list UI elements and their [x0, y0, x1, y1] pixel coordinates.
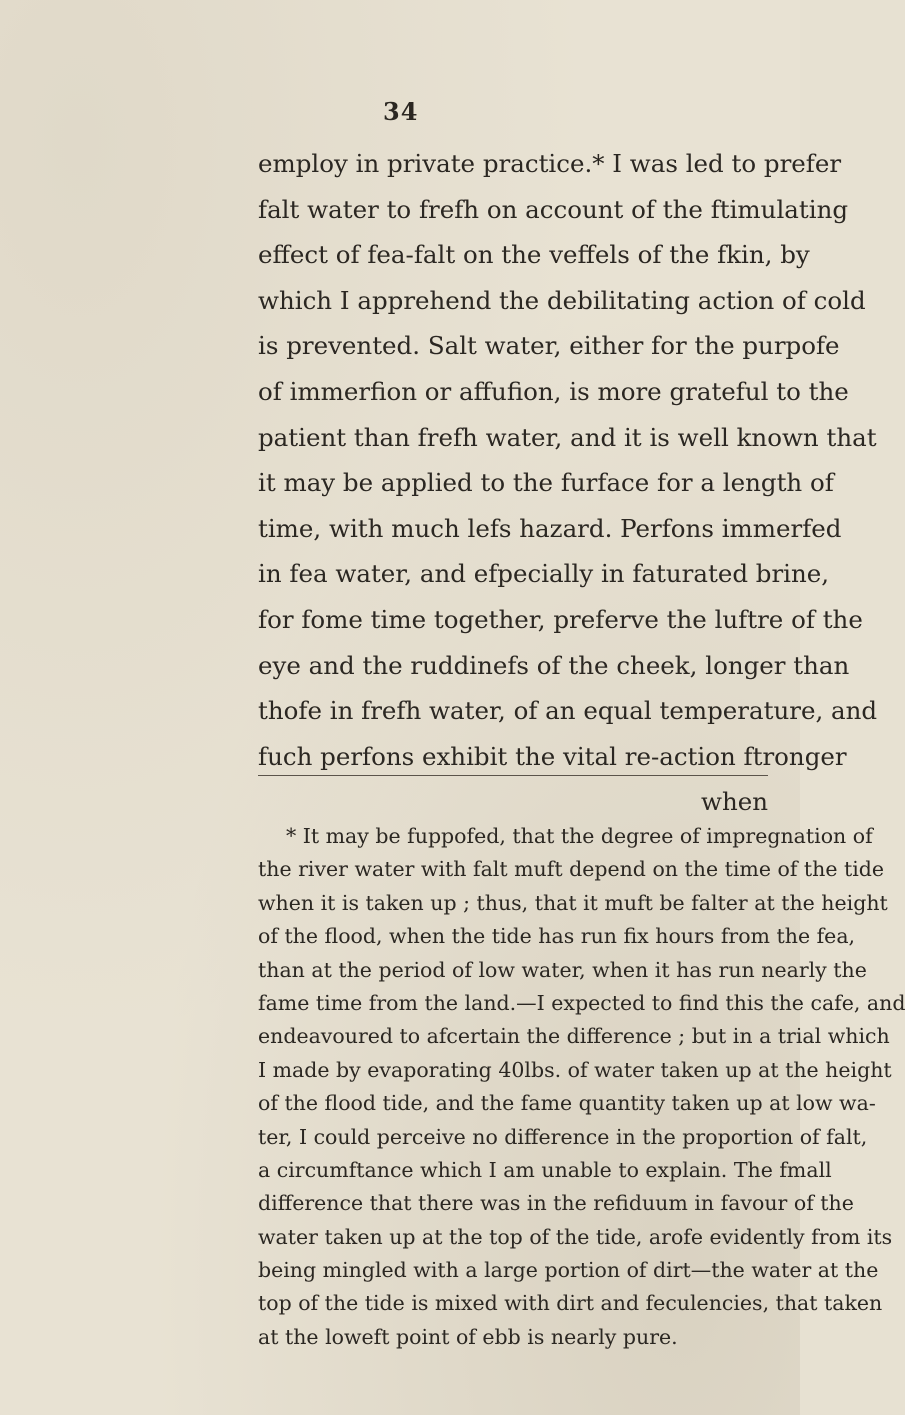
- footnote-line: fame time from the land.—I expected to find this the cafe, and: [258, 990, 905, 1015]
- footnote-line: difference that there was in the refiduum in favour of the: [258, 1191, 854, 1216]
- footnote-line: I made by evaporating 40lbs. of water taken up at the height: [258, 1057, 892, 1082]
- body-line: time, with much lefs hazard. Perfons immerfed: [258, 513, 842, 543]
- footnote: [258, 820, 905, 1354]
- footnote-line: top of the tide is mixed with dirt and feculencies, that taken: [258, 1291, 883, 1316]
- footnote-line: * It may be fuppofed, that the degree of impregnation of: [286, 824, 873, 848]
- body-text: [258, 141, 878, 825]
- body-line: which I apprehend the debilitating action of cold: [258, 285, 866, 315]
- body-line: it may be applied to the furface for a length of: [258, 468, 834, 498]
- footnote-line: than at the period of low water, when it has run nearly the: [258, 957, 867, 982]
- body-line: is prevented. Salt water, either for the purpofe: [258, 331, 840, 361]
- footnote-divider: [258, 775, 768, 776]
- footnote-line: ter, I could perceive no difference in the proportion of falt,: [258, 1124, 868, 1149]
- footnote-line: endeavoured to afcertain the difference ; but in a trial which: [258, 1024, 890, 1049]
- body-line: for fome time together, preferve the luftre of the: [258, 604, 863, 634]
- body-line: effect of fea-falt on the veffels of the fkin, by: [258, 240, 810, 270]
- body-line: employ in private practice.* I was led to prefer: [258, 149, 842, 178]
- footnote-line: of the flood, when the tide has run fix hours from the fea,: [258, 924, 856, 949]
- body-line: fuch perfons exhibit the vital re-action ftronger: [258, 741, 847, 771]
- body-line: eye and the ruddinefs of the cheek, longer than: [258, 650, 850, 680]
- page-number: 34: [383, 97, 419, 126]
- catchword: when: [700, 787, 768, 817]
- footnote-line: being mingled with a large portion of dirt—the water at the: [258, 1258, 879, 1283]
- footnote-line: water taken up at the top of the tide, arofe evidently from its: [258, 1224, 893, 1249]
- body-line: falt water to frefh on account of the ftimulating: [258, 194, 849, 224]
- footnote-line: at the loweft point of ebb is nearly pure.: [258, 1324, 678, 1349]
- body-line: of immerfion or affufion, is more grateful to the: [258, 376, 849, 406]
- body-line: thofe in frefh water, of an equal temperature, and: [258, 696, 878, 726]
- body-line: in fea water, and efpecially in faturated brine,: [258, 559, 830, 589]
- footnote-line: a circumftance which I am unable to explain. The fmall: [258, 1157, 832, 1182]
- body-line: patient than frefh water, and it is well known that: [258, 422, 877, 452]
- footnote-line: of the flood tide, and the fame quantity taken up at low wa-: [258, 1091, 876, 1116]
- footnote-line: when it is taken up ; thus, that it muft be falter at the height: [258, 890, 888, 915]
- footnote-line: the river water with falt muft depend on the time of the tide: [258, 857, 885, 882]
